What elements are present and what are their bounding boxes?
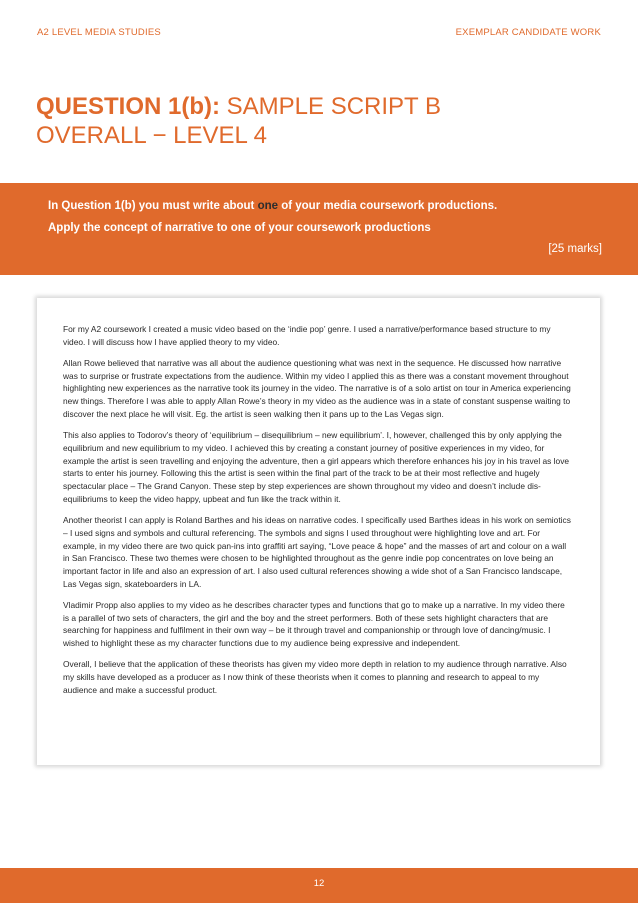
question-instruction-emphasis: one [257, 200, 279, 212]
script-paragraph: This also applies to Todorov’s theory of ‘equilibrium – disequilibrium – new equilibrium’. I, however, challenged this by only applying the equilibrium and new equilibrium to my video. I achieved this by creating a constant journey of positive experiences in my video, for example the artist is seen travelling and enjoying the adventure, then a girl appears which therefore enhances his joy in his travel as love starts to enter his journey. Following this the artist is seen within the final part of the track to be at their most reflective and hugely spectacular place – The Grand Canyon. These step by step experiences are shown throughout my video and doesn’t include dis-equilibriums to keep the video happy, upbeat and fun like the track within it. [63, 429, 570, 504]
header-subject: A2 LEVEL MEDIA STUDIES [37, 27, 161, 38]
question-band [0, 183, 638, 275]
title-sample-label: SAMPLE SCRIPT B [220, 93, 441, 120]
script-paragraph: Overall, I believe that the application of these theorists has given my video more depth in relation to my audience through narrative. Also my skills have developed as a producer as I now think of these theorists when it comes to planning and research to appeal to my audience and make a successful product. [63, 659, 567, 695]
title-question-label: QUESTION 1(b): [36, 93, 220, 120]
question-marks: [25 marks] [548, 243, 602, 255]
question-prompt: Apply the concept of narrative to one of your coursework productions [48, 222, 431, 234]
question-instruction [48, 200, 497, 212]
footer-band [0, 868, 638, 903]
script-paragraph: For my A2 coursework I created a music video based on the ‘indie pop’ genre. I used a narrative/performance based structure to my video. I will discuss how I have applied theory to my video. [63, 324, 551, 347]
question-instruction-post: of your media coursework productions. [278, 200, 498, 212]
title-line-2: OVERALL − LEVEL 4 [36, 122, 268, 149]
sample-script-box [37, 298, 600, 765]
title-line-1 [36, 92, 441, 121]
script-paragraph: Allan Rowe believed that narrative was all about the audience questioning what was next in the sequence. He discussed how narrative was to surprise or frustrate expectations from the audience. Within my video I applied this as there was a constant movement throughout highlighting new experiences as the narrative took its journey in the video. The narrative is of a solo artist on tour in America experiencing new things. Therefore I was able to apply Allan Rowe’s theory in my video as the audience was in a state of constant suspense waiting to discover the next place he will visit. Eg. the artist is seen walking then it pans up to the Las Vegas sign. [63, 357, 571, 419]
header-document-type: EXEMPLAR CANDIDATE WORK [455, 27, 601, 38]
script-paragraph: Vladimir Propp also applies to my video as he describes character types and functions that go to make up a narrative. In my video there is a parallel of two sets of characters, the girl and the boy and the street performers. Both of these sets highlight characters that are searching for happiness and fulfilment in their own way – be it through travel and companionship or through love of dancing/music. I wished to highlight these as my character functions due to my audience being expressive and independent. [63, 599, 565, 649]
page-title [36, 92, 441, 150]
sample-script-text [63, 323, 573, 705]
page-number: 12 [313, 878, 325, 889]
script-paragraph: Another theorist I can apply is Roland Barthes and his ideas on narrative codes. I specifically used Barthes ideas in his work on semiotics – I used signs and symbols and cultural referencing. The symbols and signs I used throughout were highlighting love and art. For example, in my video there are two quick pan-ins into graffiti art saying, “Love peace & hope” and the masses of art and colour on a wall in San Francisco. These two themes were chosen to be highlighted throughout as the genre indie pop concentrates on love being an important factor in life and also an expression of art. I also used cultural references showing a wide shot of a San Francisco landscape, Las Vegas sign, skateboarders in LA. [63, 514, 571, 589]
question-instruction-pre: In Question 1(b) you must write about [48, 200, 258, 212]
